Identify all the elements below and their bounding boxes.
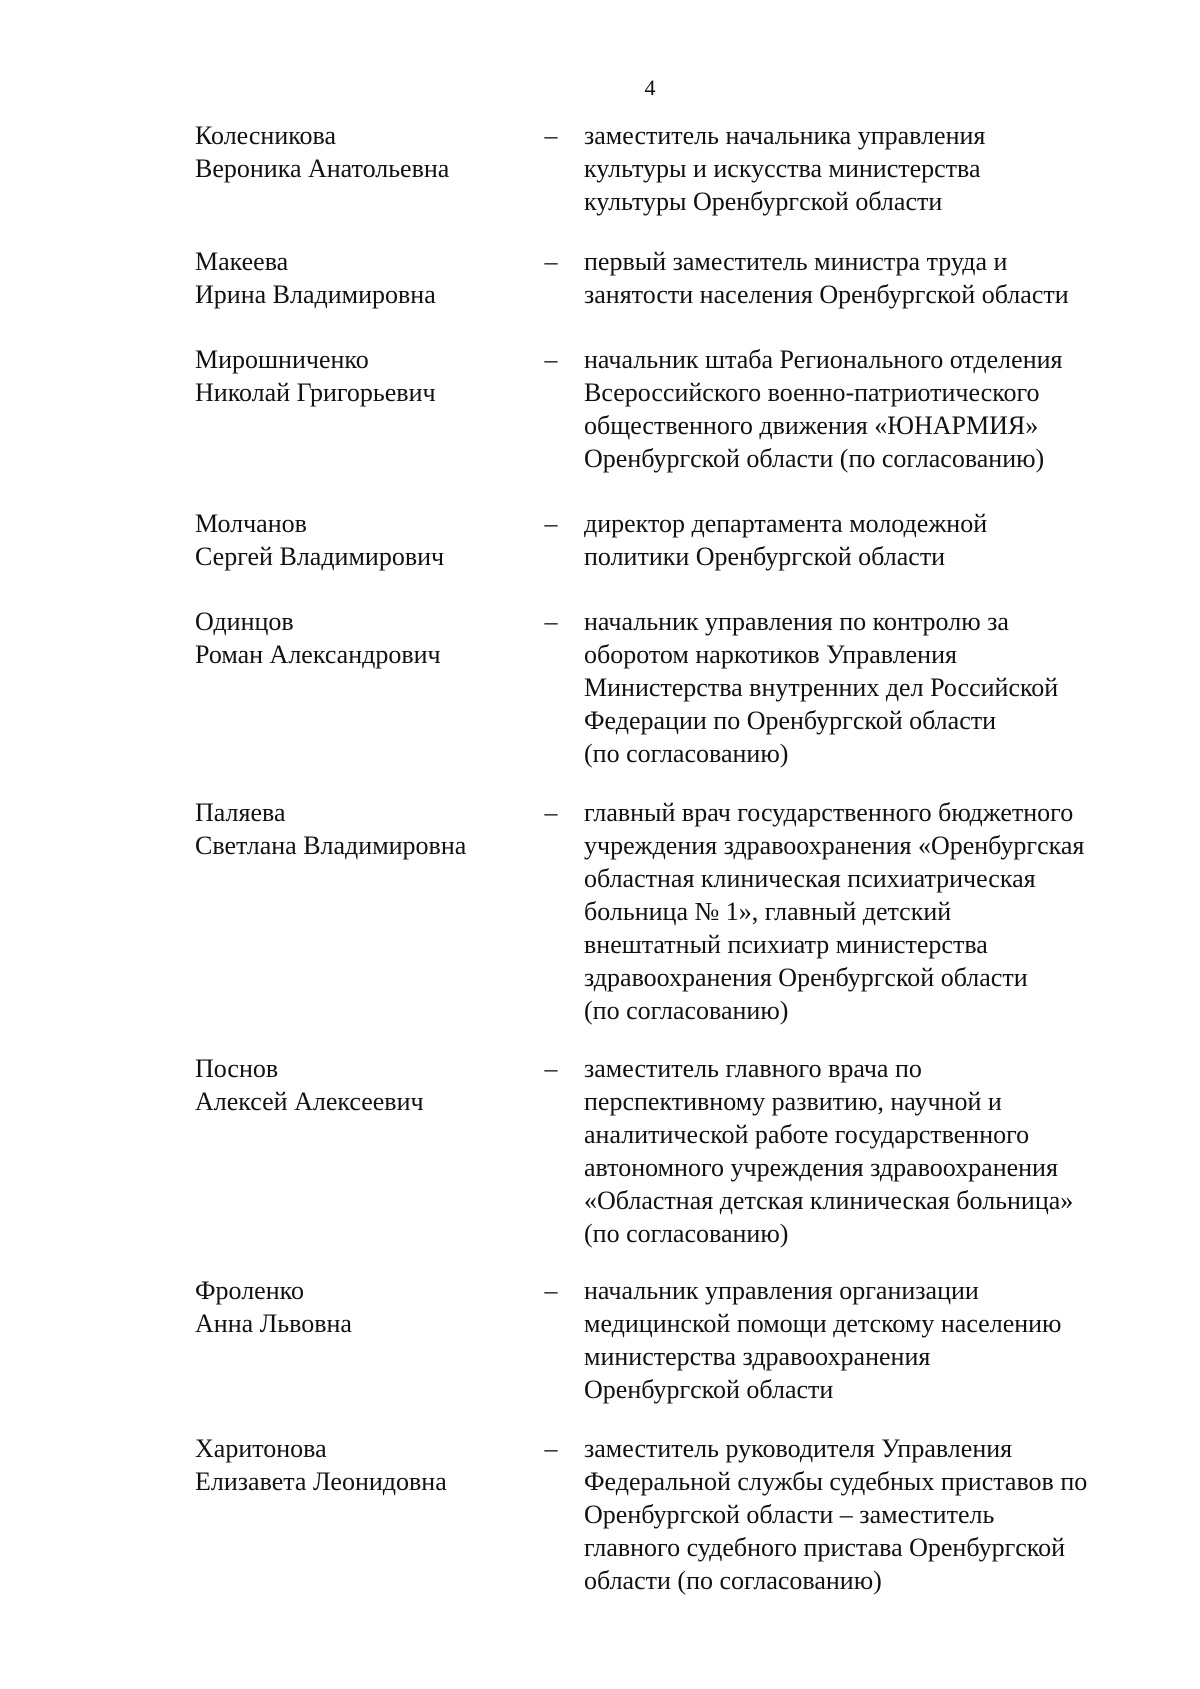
position-line: заместитель руководителя Управления [584,1434,1013,1463]
position-line: медицинской помощи детскому населению [584,1309,1062,1338]
separator-dash: – [544,1276,558,1305]
position-line: Федерации по Оренбургской области [584,706,997,735]
position-line: главный врач государственного бюджетного [584,798,1074,827]
member-surname: Колесникова [195,121,337,150]
position-line: перспективному развитию, научной и [584,1087,1002,1116]
position-line: автономного учреждения здравоохранения [584,1153,1058,1182]
member-name [195,605,525,671]
member-name [195,119,525,185]
position-line: культуры и искусства министерства [584,154,981,183]
position-line: министерства здравоохранения [584,1342,931,1371]
member-given-names: Роман Александрович [195,640,441,669]
member-surname: Мирошниченко [195,345,369,374]
position-line: общественного движения «ЮНАРМИЯ» [584,411,1039,440]
position-line: оборотом наркотиков Управления [584,640,957,669]
member-position [584,343,1164,475]
member-given-names: Вероника Анатольевна [195,154,450,183]
separator-dash: – [544,1434,558,1463]
separator-dash: – [544,509,558,538]
member-name [195,1432,525,1498]
position-line: области (по согласованию) [584,1566,882,1595]
member-position [584,1432,1164,1597]
position-line: больница № 1», главный детский [584,897,952,926]
position-line: (по согласованию) [584,1219,789,1248]
member-given-names: Николай Григорьевич [195,378,436,407]
position-line: Оренбургской области – заместитель [584,1500,995,1529]
position-line: директор департамента молодежной [584,509,988,538]
position-line: внештатный психиатр министерства [584,930,988,959]
page-number: 4 [644,75,656,100]
member-name [195,245,525,311]
member-position [584,119,1164,218]
position-line: (по согласованию) [584,996,789,1025]
member-surname: Поснов [195,1054,279,1083]
member-name [195,1052,525,1118]
separator-dash: – [544,1054,558,1083]
member-surname: Макеева [195,247,289,276]
member-position [584,1274,1164,1406]
position-line: Оренбургской области (по согласованию) [584,444,1045,473]
member-position [584,1052,1164,1250]
position-line: занятости населения Оренбургской области [584,280,1069,309]
member-position [584,796,1164,1027]
separator-dash: – [544,247,558,276]
member-name [195,343,525,409]
position-line: начальник штаба Регионального отделения [584,345,1063,374]
member-name [195,507,525,573]
position-line: (по согласованию) [584,739,789,768]
member-name [195,796,525,862]
position-line: здравоохранения Оренбургской области [584,963,1028,992]
separator-dash: – [544,121,558,150]
member-name [195,1274,525,1340]
member-surname: Одинцов [195,607,294,636]
member-given-names: Сергей Владимирович [195,542,445,571]
member-given-names: Ирина Владимировна [195,280,436,309]
separator-dash: – [544,345,558,374]
member-given-names: Анна Львовна [195,1309,352,1338]
position-line: первый заместитель министра труда и [584,247,1008,276]
position-line: Всероссийского военно-патриотического [584,378,1040,407]
position-line: Федеральной службы судебных приставов по [584,1467,1088,1496]
member-position [584,507,1164,573]
position-line: политики Оренбургской области [584,542,946,571]
member-position [584,605,1164,770]
position-line: аналитической работе государственного [584,1120,1030,1149]
member-given-names: Светлана Владимировна [195,831,467,860]
position-line: заместитель главного врача по [584,1054,922,1083]
position-line: культуры Оренбургской области [584,187,943,216]
position-line: «Областная детская клиническая больница» [584,1186,1074,1215]
member-surname: Харитонова [195,1434,327,1463]
member-given-names: Алексей Алексеевич [195,1087,424,1116]
position-line: учреждения здравоохранения «Оренбургская [584,831,1085,860]
member-surname: Молчанов [195,509,307,538]
position-line: главного судебного пристава Оренбургской [584,1533,1066,1562]
member-surname: Фроленко [195,1276,304,1305]
position-line: Министерства внутренних дел Российской [584,673,1059,702]
position-line: заместитель начальника управления [584,121,986,150]
position-line: Оренбургской области [584,1375,834,1404]
position-line: начальник управления организации [584,1276,979,1305]
member-surname: Паляева [195,798,286,827]
position-line: областная клиническая психиатрическая [584,864,1036,893]
separator-dash: – [544,607,558,636]
member-position [584,245,1164,311]
member-given-names: Елизавета Леонидовна [195,1467,447,1496]
separator-dash: – [544,798,558,827]
position-line: начальник управления по контролю за [584,607,1009,636]
